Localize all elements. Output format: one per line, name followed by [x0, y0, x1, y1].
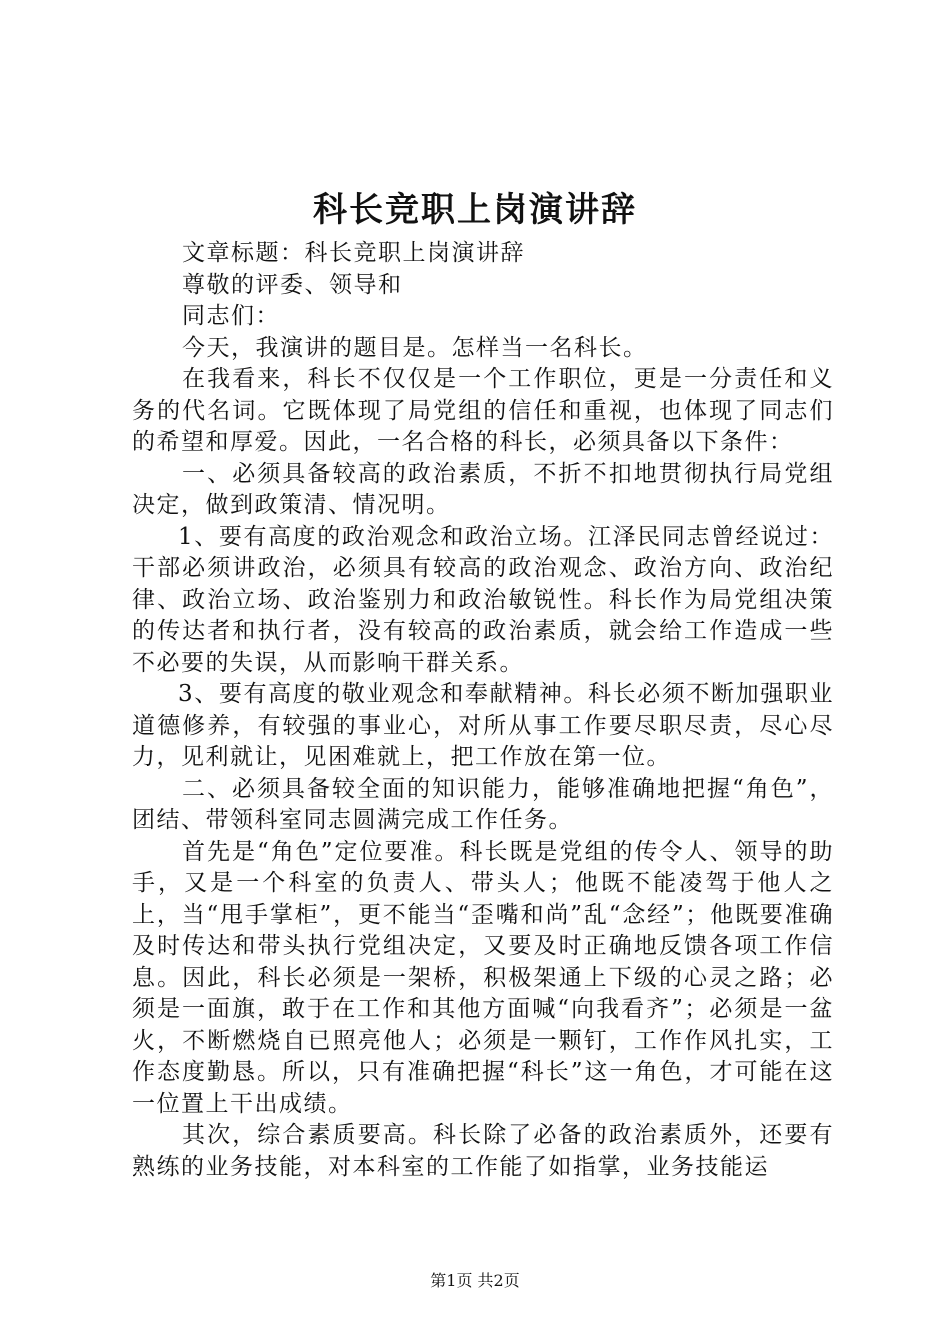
paragraph-quality: 其次，综合素质要高。科长除了必备的政治素质外，还要有熟练的业务技能，对本科室的工作能了如指掌，业务技能运	[132, 1122, 834, 1180]
paragraph-section-1: 一、必须具备较高的政治素质，不折不扣地贯彻执行局党组决定，做到政策清、情况明。	[132, 460, 834, 518]
paragraph-role: 首先是“角色”定位要准。科长既是党组的传令人、领导的助手，又是一个科室的负责人、带头人；他既不能凌驾于他人之上，当“甩手掌柜”，更不能当“歪嘴和尚”乱“念经”；他既要准确及时传达和带头执行党组决定，又要及时正确地反馈各项工作信息。因此，科长必须是一架桥，积极架通上下级的心灵之路；必须是一面旗，敢于在工作和其他方面喊“向我看齐”；必须是一盆火，不断燃烧自已照亮他人；必须是一颗钉，工作作风扎实，工作态度勤恳。所以，只有准确把握“科长”这一角色，才可能在这一位置上干出成绩。	[132, 838, 834, 1117]
page-number-footer: 第1页 共2页	[430, 1271, 520, 1290]
paragraph-point-1: 1、要有高度的政治观念和政治立场。江泽民同志曾经说过：干部必须讲政治，必须具有较高的政治观念、政治方向、政治纪律、政治立场、政治鉴别力和政治敏锐性。科长作为局党组决策的传达者和执行者，没有较高的政治素质，就会给工作造成一些不必要的失误，从而影响干群关系。	[132, 523, 834, 676]
paragraph-intro: 今天，我演讲的题目是。怎样当一名科长。	[182, 334, 648, 361]
paragraph-section-2: 二、必须具备较全面的知识能力，能够准确地把握“角色”，团结、带领科室同志圆满完成工作任务。	[132, 775, 834, 833]
paragraph-view: 在我看来，科长不仅仅是一个工作职位，更是一分责任和义务的代名词。它既体现了局党组的信任和重视，也体现了同志们的希望和厚爱。因此，一名合格的科长，必须具备以下条件：	[132, 366, 834, 455]
paragraph-point-3: 3、要有高度的敬业观念和奉献精神。科长必须不断加强职业道德修养，有较强的事业心，对所从事工作要尽职尽责，尽心尽力，见利就让，见困难就上，把工作放在第一位。	[132, 681, 834, 770]
salutation-line-1: 尊敬的评委、领导和	[182, 271, 403, 298]
article-title-line: 文章标题：科长竞职上岗演讲辞	[182, 240, 525, 266]
document-body	[132, 238, 834, 1183]
salutation-line-2: 同志们：	[182, 303, 280, 329]
document-title: 科长竞职上岗演讲辞	[313, 190, 637, 230]
